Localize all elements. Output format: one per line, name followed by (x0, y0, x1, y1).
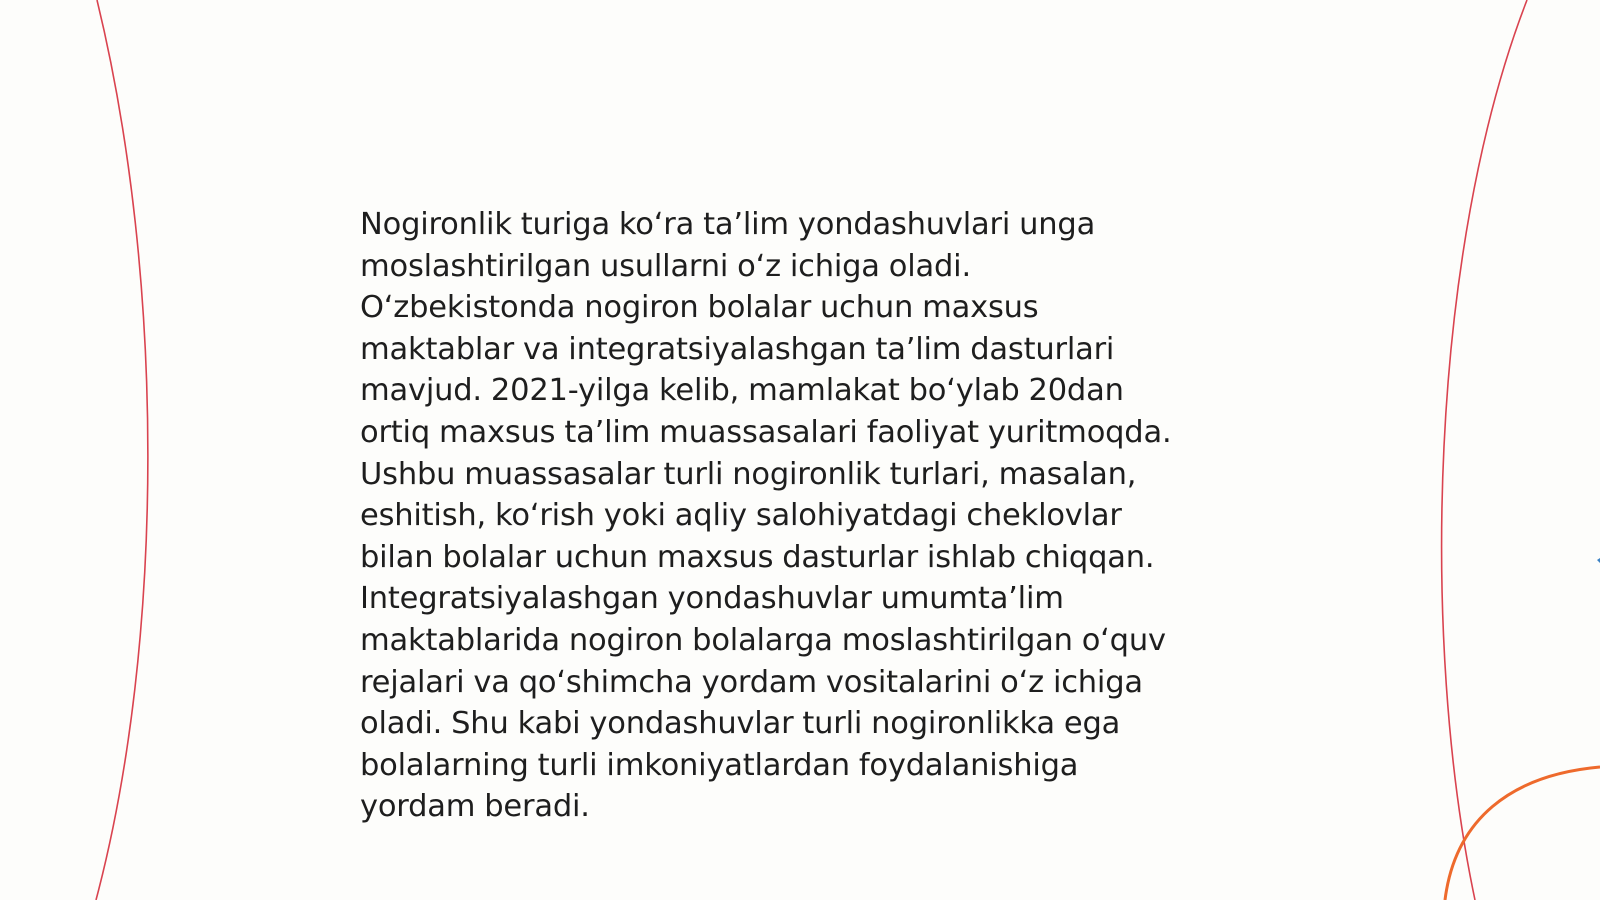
slide-body-text (360, 204, 1260, 828)
text-line: O‘zbekistonda nogiron bolalar uchun maxsus (360, 290, 1039, 326)
text-line: bilan bolalar uchun maxsus dasturlar ishlab chiqqan. (360, 539, 1155, 575)
text-line: maktablar va integratsiyalashgan ta’lim dasturlari (360, 331, 1115, 367)
text-line: maktablarida nogiron bolalarga moslashtirilgan o‘quv (360, 622, 1166, 658)
text-line: Nogironlik turiga ko‘ra ta’lim yondashuvlari unga (360, 207, 1096, 242)
text-line: rejalari va qo‘shimcha yordam vositalarini o‘z ichiga (360, 664, 1143, 700)
text-line: ortiq maxsus ta’lim muassasalari faoliyat yuritmoqda. (360, 414, 1172, 450)
right-curve-line (1442, 0, 1527, 900)
text-line: moslashtirilgan usullarni o‘z ichiga oladi. (360, 248, 971, 284)
text-line: oladi. Shu kabi yondashuvlar turli nogironlikka ega (360, 706, 1121, 742)
text-line: eshitish, ko‘rish yoki aqliy salohiyatdagi cheklovlar (360, 498, 1122, 534)
text-line: Integratsiyalashgan yondashuvlar umumta’lim (360, 581, 1064, 617)
left-curve-line (96, 0, 148, 900)
text-line: yordam beradi. (360, 789, 590, 825)
text-line: bolalarning turli imkoniyatlardan foydalanishiga (360, 747, 1079, 783)
text-line: mavjud. 2021-yilga kelib, mamlakat bo‘ylab 20dan (360, 373, 1124, 409)
text-line: Ushbu muassasalar turli nogironlik turlari, masalan, (360, 456, 1137, 492)
orange-arc (1445, 767, 1600, 900)
